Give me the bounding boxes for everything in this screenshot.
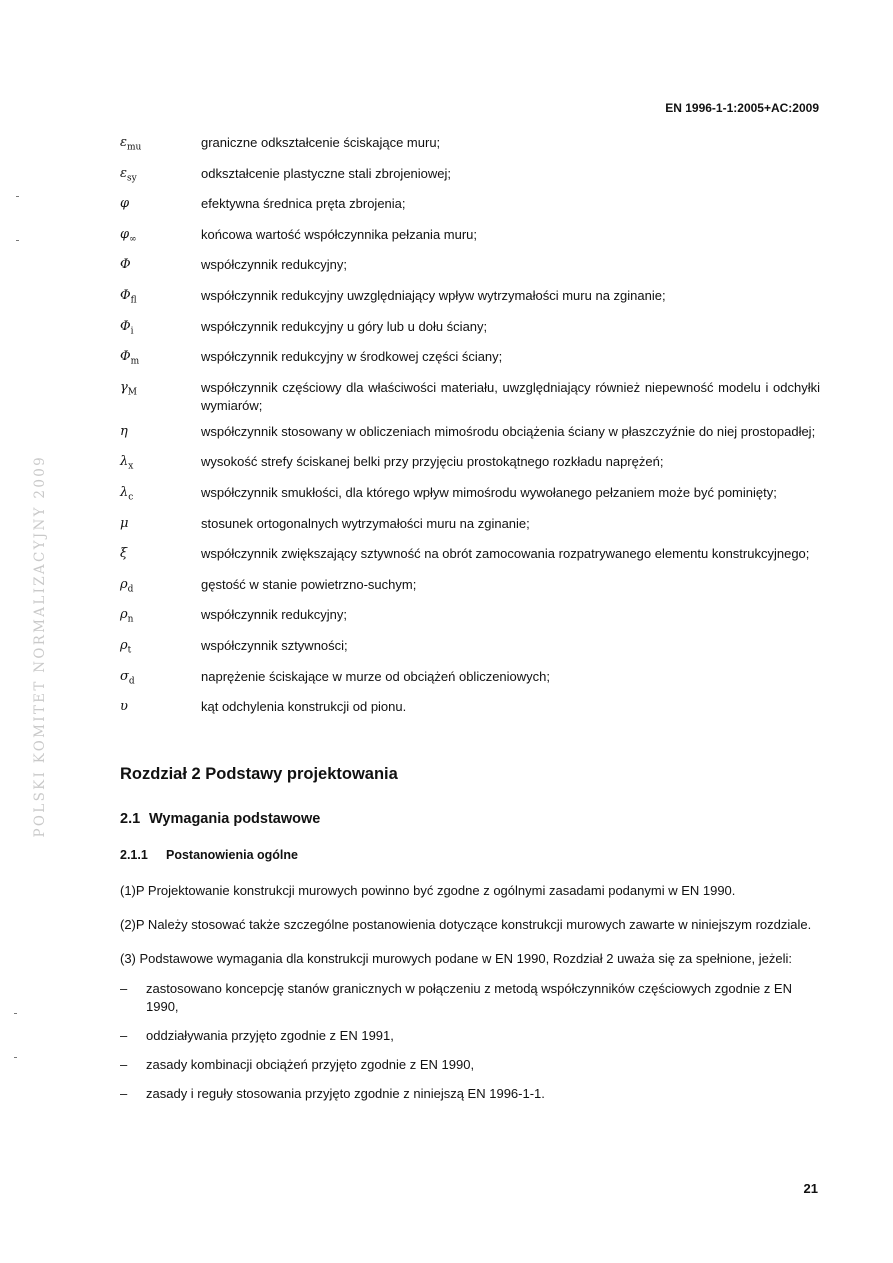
- section-title: [120, 811, 320, 827]
- symbol-row: [120, 165, 820, 188]
- symbol-description: efektywna średnica pręta zbrojenia;: [201, 196, 406, 212]
- symbol-subscript: m: [130, 356, 140, 367]
- symbol-subscript: t: [127, 645, 132, 656]
- symbol-description: współczynnik redukcyjny;: [201, 607, 347, 623]
- symbol-description: współczynnik stosowany w obliczeniach mimośrodu obciążenia ściany w płaszczyźnie do niej prostopadłej;: [201, 423, 816, 439]
- symbol-description: współczynnik smukłości, dla którego wpływ mimośrodu wywołanego pełzaniem może być pominięty;: [201, 484, 777, 500]
- symbol: [120, 195, 201, 218]
- symbol-subscript: ∞: [129, 234, 137, 245]
- list-item-text: zasady kombinacji obciążeń przyjęto zgodnie z EN 1990,: [146, 1057, 475, 1072]
- symbol-base: ε: [120, 135, 127, 150]
- list-item-text: zastosowano koncepcję stanów granicznych w połączeniu z metodą współczynników częściowych zgodnie z EN 1990,: [146, 981, 792, 1014]
- list-item: [120, 1085, 820, 1103]
- symbol-base: σ: [120, 668, 129, 684]
- symbol: [120, 576, 201, 599]
- dash-bullet: –: [120, 981, 128, 996]
- symbol-base: υ: [120, 699, 128, 715]
- symbol-description: graniczne odkształcenie ściskające muru;: [201, 135, 441, 150]
- subsection-title: [120, 848, 298, 862]
- symbol-subscript: d: [127, 584, 134, 595]
- symbol: [120, 165, 201, 188]
- symbol: [120, 453, 201, 476]
- symbol-base: ξ: [120, 546, 128, 562]
- symbol-row: [120, 545, 820, 568]
- symbol-row: [120, 379, 820, 415]
- symbol-base: ρ: [120, 607, 128, 623]
- list-item: [120, 1056, 820, 1074]
- symbol-subscript: fl: [130, 295, 137, 306]
- symbol-row: [120, 348, 820, 371]
- symbol-base: λ: [120, 454, 129, 470]
- symbol-description: współczynnik zwiększający sztywność na obrót zamocowania rozpatrywanego elementu konstrukcyjnego;: [201, 546, 810, 562]
- symbol: [120, 698, 201, 721]
- symbol-base: Φ: [120, 257, 131, 273]
- symbol-base: μ: [120, 515, 129, 531]
- dash-bullet: –: [120, 1028, 128, 1043]
- subsection-number: 2.1.1: [120, 848, 148, 862]
- symbol: [120, 637, 201, 660]
- symbol-description: współczynnik redukcyjny;: [201, 257, 347, 273]
- symbol-base: φ: [120, 196, 130, 212]
- symbol-description: kąt odchylenia konstrukcji od pionu.: [201, 699, 407, 715]
- dash-bullet: –: [120, 1086, 128, 1101]
- symbol: [120, 484, 201, 507]
- symbol-description: końcowa wartość współczynnika pełzania muru;: [201, 226, 478, 242]
- symbol-subscript: n: [127, 614, 134, 625]
- symbol-row: [120, 637, 820, 660]
- symbol-base: ρ: [120, 637, 128, 653]
- symbol-base: Φ: [120, 349, 131, 365]
- symbol: [120, 379, 201, 415]
- scan-mark: [16, 196, 19, 197]
- symbol-row: [120, 606, 820, 629]
- symbol-description: współczynnik częściowy dla właściwości materiału, uwzględniający również niepewność modelu i odchyłki wymiarów;: [201, 379, 820, 413]
- symbol-base: η: [120, 423, 128, 439]
- chapter-title: Rozdział 2 Podstawy projektowania: [120, 765, 398, 783]
- symbol: [120, 348, 201, 371]
- scan-mark: [14, 1057, 17, 1058]
- paragraph: (1)P Projektowanie konstrukcji murowych powinno być zgodne z ogólnymi zasadami podanymi w EN 1990.: [120, 883, 736, 898]
- symbol-subscript: mu: [126, 142, 142, 153]
- symbol-list: [120, 134, 820, 729]
- symbol-row: [120, 195, 820, 218]
- page-number: 21: [803, 1181, 818, 1196]
- symbol-base: Φ: [120, 287, 131, 303]
- paragraph: (2)P Należy stosować także szczególne postanowienia dotyczące konstrukcji murowych zawarte w niniejszym rozdziale.: [120, 917, 812, 932]
- symbol-row: [120, 318, 820, 341]
- symbol-base: Φ: [120, 318, 131, 334]
- watermark: POLSKI KOMITET NORMALIZACYJNY 2009: [32, 455, 48, 838]
- symbol: [120, 256, 201, 279]
- symbol-description: odkształcenie plastyczne stali zbrojeniowej;: [201, 165, 452, 181]
- symbol-subscript: d: [128, 676, 135, 687]
- symbol: [120, 545, 201, 568]
- symbol-row: [120, 515, 820, 538]
- symbol-base: ε: [120, 165, 127, 181]
- subsection-title-text: Postanowienia ogólne: [166, 848, 298, 862]
- scan-mark: [16, 240, 19, 241]
- symbol: [120, 515, 201, 538]
- scan-mark: [14, 1013, 17, 1014]
- list-item: [120, 1027, 820, 1045]
- symbol-description: naprężenie ściskające w murze od obciążeń obliczeniowych;: [201, 668, 551, 684]
- symbol-base: λ: [120, 484, 129, 500]
- symbol-description: gęstość w stanie powietrzno-suchym;: [201, 576, 417, 592]
- symbol-subscript: c: [128, 492, 134, 503]
- dash-bullet: –: [120, 1057, 128, 1072]
- symbol-description: wysokość strefy ściskanej belki przy przyjęciu prostokątnego rozkładu naprężeń;: [201, 454, 664, 470]
- body-text: [120, 882, 820, 1114]
- symbol: [120, 606, 201, 629]
- symbol: [120, 423, 201, 446]
- symbol-subscript: x: [128, 461, 134, 472]
- symbol: [120, 134, 201, 157]
- symbol-row: [120, 287, 820, 310]
- symbol-description: współczynnik redukcyjny w środkowej części ściany;: [201, 349, 503, 365]
- paragraph: (3) Podstawowe wymagania dla konstrukcji murowych podane w EN 1990, Rozdział 2 uważa się za spełnione, jeżeli:: [120, 951, 793, 966]
- symbol-base: γ: [120, 379, 128, 395]
- symbol: [120, 287, 201, 310]
- symbol-description: współczynnik redukcyjny uwzględniający wpływ wytrzymałości muru na zginanie;: [201, 287, 666, 303]
- symbol-row: [120, 226, 820, 249]
- symbol-row: [120, 576, 820, 599]
- symbol-row: [120, 453, 820, 476]
- symbol-subscript: i: [130, 326, 134, 337]
- symbol-row: [120, 484, 820, 507]
- symbol-row: [120, 698, 820, 721]
- symbol: [120, 668, 201, 691]
- symbol-description: stosunek ortogonalnych wytrzymałości muru na zginanie;: [201, 515, 530, 531]
- symbol-row: [120, 668, 820, 691]
- list-item-text: oddziaływania przyjęto zgodnie z EN 1991,: [146, 1028, 394, 1043]
- list-item: [120, 980, 820, 1016]
- document-code: EN 1996-1-1:2005+AC:2009: [665, 101, 819, 115]
- symbol-description: współczynnik redukcyjny u góry lub u dołu ściany;: [201, 318, 488, 334]
- list-item-text: zasady i reguły stosowania przyjęto zgodnie z niniejszą EN 1996-1-1.: [146, 1086, 545, 1101]
- section-title-text: Wymagania podstawowe: [149, 811, 321, 827]
- section-number: 2.1: [120, 811, 141, 827]
- symbol-subscript: sy: [126, 173, 137, 184]
- symbol-row: [120, 256, 820, 279]
- symbol: [120, 318, 201, 341]
- symbol-subscript: M: [127, 387, 137, 398]
- symbol-base: φ: [120, 226, 130, 242]
- symbol: [120, 226, 201, 249]
- symbol-base: ρ: [120, 576, 128, 592]
- symbol-row: [120, 134, 820, 157]
- symbol-row: [120, 423, 820, 446]
- symbol-description: współczynnik sztywności;: [201, 637, 348, 653]
- bullet-list: [120, 980, 820, 1103]
